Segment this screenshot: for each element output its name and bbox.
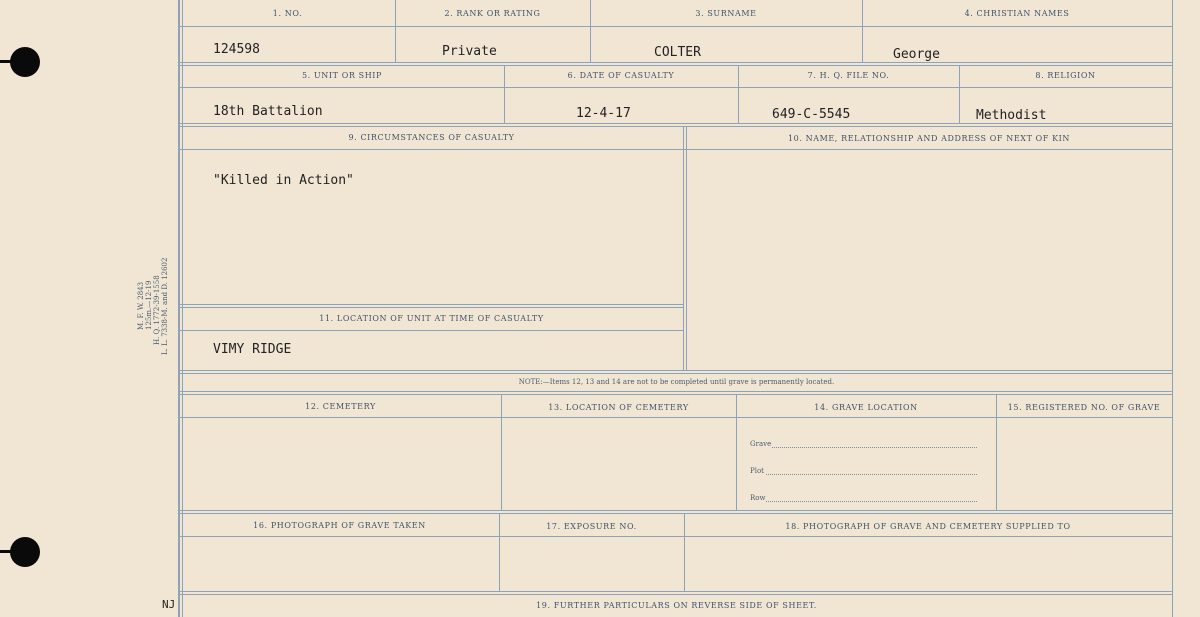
label-circumstances: 9. CIRCUMSTANCES OF CASUALTY [348, 133, 515, 142]
label-further: 19. FURTHER PARTICULARS ON REVERSE SIDE OF SHEET. [536, 601, 817, 610]
value-location-unit: VIMY RIDGE [213, 342, 292, 357]
margin-print-2: 125m.—12-19 [145, 280, 153, 330]
plot-label: Plot [750, 467, 764, 475]
row-label: Row [750, 494, 766, 502]
label-grave-location: 14. GRAVE LOCATION [814, 403, 918, 412]
label-registered-no: 15. REGISTERED NO. OF GRAVE [1007, 403, 1161, 412]
binder-hole-top [10, 47, 40, 77]
row-line [766, 501, 977, 502]
label-location-unit: 11. LOCATION OF UNIT AT TIME OF CASUALTY [319, 314, 544, 323]
label-surname: 3. SURNAME [695, 9, 757, 18]
label-unit: 5. UNIT OR SHIP [301, 71, 383, 80]
grave-line [772, 447, 977, 448]
value-no: 124598 [213, 42, 260, 57]
margin-print-4: L. L. 7338-M. and D. 12602 [161, 257, 169, 355]
label-religion: 8. RELIGION [1035, 71, 1096, 80]
label-date: 6. DATE OF CASUALTY [567, 71, 675, 80]
value-surname: COLTER [654, 45, 701, 60]
margin-print-3: H. Q. 1772-39-1558 [153, 275, 161, 345]
label-hq-file: 7. H. Q. FILE NO. [807, 71, 890, 80]
label-exposure: 17. EXPOSURE NO. [546, 522, 637, 531]
value-circumstances: "Killed in Action" [213, 173, 354, 188]
plot-line [766, 474, 977, 475]
value-religion: Methodist [976, 108, 1047, 123]
label-rank: 2. RANK OR RATING [444, 9, 541, 18]
grave-label: Grave [750, 440, 772, 448]
label-photo-taken: 16. PHOTOGRAPH OF GRAVE TAKEN [253, 521, 426, 530]
binder-hole-bottom [10, 537, 40, 567]
value-rank: Private [442, 44, 497, 59]
value-hq-file: 649-C-5545 [772, 107, 851, 122]
value-christian-names: George [893, 47, 940, 62]
label-christian-names: 4. CHRISTIAN NAMES [964, 9, 1070, 18]
label-no: 1. NO. [272, 9, 303, 18]
corner-mark: NJ [162, 598, 176, 611]
value-date: 12-4-17 [576, 106, 631, 121]
label-cemetery: 12. CEMETERY [305, 402, 376, 411]
note-text: NOTE:—Items 12, 13 and 14 are not to be completed until grave is permanently located. [518, 378, 835, 386]
label-next-of-kin: 10. NAME, RELATIONSHIP AND ADDRESS OF NEXT OF KIN [787, 134, 1071, 143]
margin-print-1: M. F. W. 2843 [137, 281, 145, 330]
value-unit: 18th Battalion [213, 104, 323, 119]
label-location-cemetery: 13. LOCATION OF CEMETERY [548, 403, 689, 412]
label-photo-supplied: 18. PHOTOGRAPH OF GRAVE AND CEMETERY SUPPLIED TO [785, 522, 1071, 531]
